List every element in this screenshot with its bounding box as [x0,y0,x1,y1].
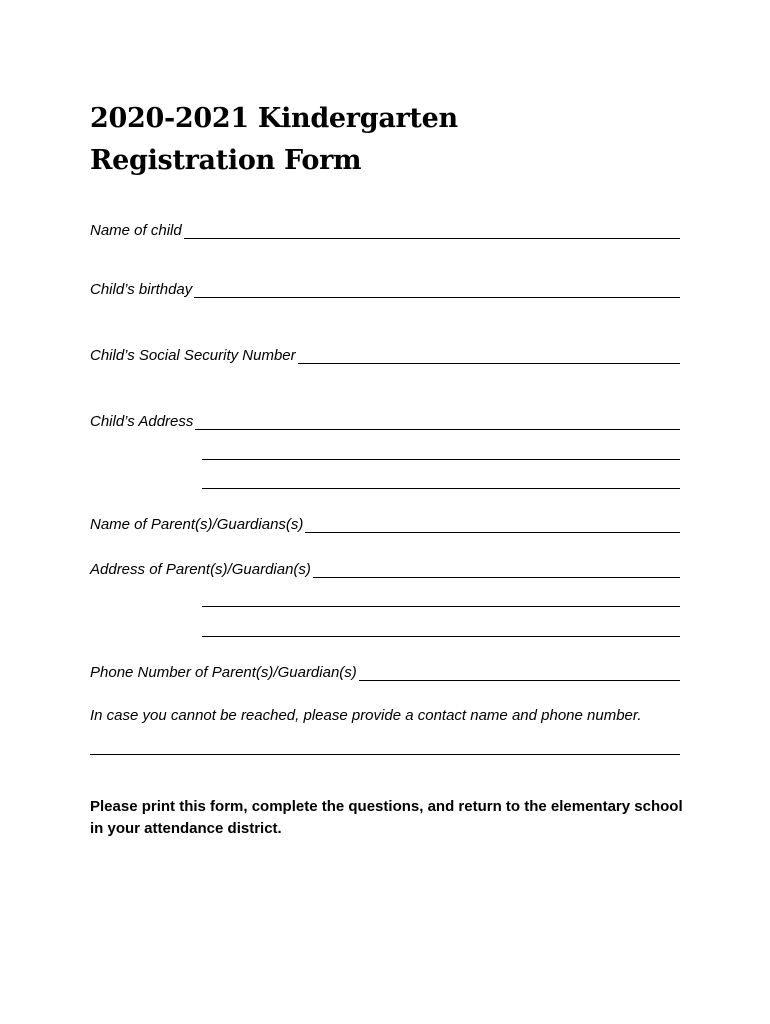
child-ssn-blank[interactable] [298,362,680,364]
child-address-blank-3[interactable] [202,488,680,489]
parent-address-label: Address of Parent(s)/Guardian(s) [90,561,311,578]
child-name-blank[interactable] [184,237,680,239]
parent-name-blank[interactable] [305,531,680,533]
parent-address-blank-2[interactable] [202,606,680,607]
child-ssn-field [90,347,680,365]
child-birthday-blank[interactable] [194,296,680,298]
parent-name-label: Name of Parent(s)/Guardians(s) [90,516,304,533]
child-name-label: Name of child [90,222,182,239]
child-address-field [90,413,680,431]
form-title-line-2: Registration Form [90,145,362,176]
form-title [90,98,458,182]
instructions-text: Please print this form, complete the questions, and return to the elementary school in your attendance district. [90,798,683,837]
form-title-line-1: 2020-2021 Kindergarten [90,103,458,134]
parent-phone-label: Phone Number of Parent(s)/Guardian(s) [90,664,357,681]
parent-phone-blank[interactable] [359,679,680,681]
contact-note: In case you cannot be reached, please provide a contact name and phone number. [90,707,642,724]
parent-name-field [90,516,680,534]
parent-phone-field [90,664,680,682]
parent-address-blank-3[interactable] [202,636,680,637]
child-address-blank-2[interactable] [202,459,680,460]
child-birthday-label: Child’s birthday [90,281,193,298]
child-address-label: Child’s Address [90,413,194,430]
child-address-blank-1[interactable] [195,428,680,430]
emergency-contact-blank[interactable] [90,754,680,755]
parent-address-blank-1[interactable] [313,576,680,578]
child-birthday-field [90,281,680,299]
child-ssn-label: Child’s Social Security Number [90,347,296,364]
child-name-field [90,222,680,240]
parent-address-field [90,561,680,579]
